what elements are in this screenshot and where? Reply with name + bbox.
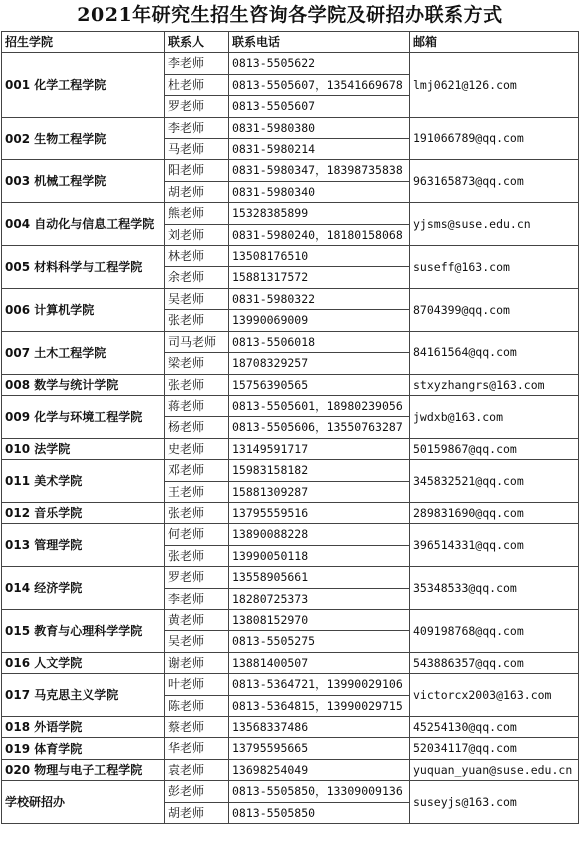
table-row bbox=[2, 652, 579, 673]
contact-person: 刘老师 bbox=[165, 224, 229, 245]
contact-person: 蔡老师 bbox=[165, 717, 229, 738]
college-email[interactable]: yjsms@suse.edu.cn bbox=[410, 203, 579, 246]
college-email[interactable]: 396514331@qq.com bbox=[410, 524, 579, 567]
college-name: 007 土木工程学院 bbox=[2, 331, 165, 374]
contact-phone: 0813-5364815，13990029715 bbox=[229, 695, 410, 716]
table-row bbox=[2, 460, 579, 481]
college-name: 001 化学工程学院 bbox=[2, 53, 165, 117]
college-email[interactable]: 191066789@qq.com bbox=[410, 117, 579, 160]
contact-person: 袁老师 bbox=[165, 759, 229, 780]
contact-person: 胡老师 bbox=[165, 802, 229, 823]
table-body bbox=[2, 53, 579, 824]
contact-phone: 13795595665 bbox=[229, 738, 410, 759]
contact-table bbox=[1, 31, 579, 824]
contact-phone: 15983158182 bbox=[229, 460, 410, 481]
contact-phone: 0813-5505606，13550763287 bbox=[229, 417, 410, 438]
college-name: 005 材料科学与工程学院 bbox=[2, 246, 165, 289]
table-row bbox=[2, 738, 579, 759]
table-row bbox=[2, 674, 579, 695]
contact-phone: 15756390565 bbox=[229, 374, 410, 395]
table-row bbox=[2, 203, 579, 224]
college-name: 002 生物工程学院 bbox=[2, 117, 165, 160]
college-name: 015 教育与心理科学学院 bbox=[2, 609, 165, 652]
table-row bbox=[2, 374, 579, 395]
college-name: 学校研招办 bbox=[2, 781, 165, 824]
college-name: 012 音乐学院 bbox=[2, 502, 165, 523]
contact-person: 叶老师 bbox=[165, 674, 229, 695]
table-row bbox=[2, 331, 579, 352]
college-email[interactable]: lmj0621@126.com bbox=[410, 53, 579, 117]
contact-phone: 0831-5980347，18398735838 bbox=[229, 160, 410, 181]
table-row bbox=[2, 502, 579, 523]
college-email[interactable]: 50159867@qq.com bbox=[410, 438, 579, 459]
contact-person: 罗老师 bbox=[165, 567, 229, 588]
contact-person: 陈老师 bbox=[165, 695, 229, 716]
contact-phone: 15881317572 bbox=[229, 267, 410, 288]
college-email[interactable]: suseyjs@163.com bbox=[410, 781, 579, 824]
contact-person: 熊老师 bbox=[165, 203, 229, 224]
contact-person: 王老师 bbox=[165, 481, 229, 502]
header-email: 邮箱 bbox=[410, 32, 579, 53]
contact-person: 林老师 bbox=[165, 246, 229, 267]
college-email[interactable]: stxyzhangrs@163.com bbox=[410, 374, 579, 395]
contact-phone: 0813-5505850，13309009136 bbox=[229, 781, 410, 802]
contact-person: 杨老师 bbox=[165, 417, 229, 438]
contact-person: 史老师 bbox=[165, 438, 229, 459]
table-row bbox=[2, 53, 579, 74]
contact-person: 华老师 bbox=[165, 738, 229, 759]
college-email[interactable]: jwdxb@163.com bbox=[410, 395, 579, 438]
contact-person: 彭老师 bbox=[165, 781, 229, 802]
contact-phone: 13149591717 bbox=[229, 438, 410, 459]
college-email[interactable]: 289831690@qq.com bbox=[410, 502, 579, 523]
contact-phone: 0813-5505275 bbox=[229, 631, 410, 652]
contact-person: 李老师 bbox=[165, 117, 229, 138]
college-name: 019 体育学院 bbox=[2, 738, 165, 759]
contact-phone: 13568337486 bbox=[229, 717, 410, 738]
header-contact: 联系人 bbox=[165, 32, 229, 53]
contact-phone: 13795559516 bbox=[229, 502, 410, 523]
contact-phone: 13698254049 bbox=[229, 759, 410, 780]
contact-person: 李老师 bbox=[165, 588, 229, 609]
contact-person: 吴老师 bbox=[165, 288, 229, 309]
contact-person: 吴老师 bbox=[165, 631, 229, 652]
contact-person: 张老师 bbox=[165, 310, 229, 331]
college-name: 004 自动化与信息工程学院 bbox=[2, 203, 165, 246]
contact-phone: 13990050118 bbox=[229, 545, 410, 566]
contact-phone: 13558905661 bbox=[229, 567, 410, 588]
contact-person: 何老师 bbox=[165, 524, 229, 545]
college-email[interactable]: yuquan_yuan@suse.edu.cn bbox=[410, 759, 579, 780]
table-row bbox=[2, 117, 579, 138]
contact-person: 胡老师 bbox=[165, 181, 229, 202]
college-name: 006 计算机学院 bbox=[2, 288, 165, 331]
contact-phone: 0813-5505607 bbox=[229, 96, 410, 117]
contact-person: 谢老师 bbox=[165, 652, 229, 673]
contact-phone: 0813-5505607，13541669678 bbox=[229, 74, 410, 95]
contact-phone: 15328385899 bbox=[229, 203, 410, 224]
contact-person: 罗老师 bbox=[165, 96, 229, 117]
contact-person: 邓老师 bbox=[165, 460, 229, 481]
table-row bbox=[2, 288, 579, 309]
contact-person: 张老师 bbox=[165, 502, 229, 523]
contact-phone: 0813-5505601，18980239056 bbox=[229, 395, 410, 416]
contact-person: 张老师 bbox=[165, 545, 229, 566]
page-title: 2021年研究生招生咨询各学院及研招办联系方式 bbox=[77, 4, 503, 26]
table-row bbox=[2, 567, 579, 588]
contact-person: 梁老师 bbox=[165, 353, 229, 374]
table-row bbox=[2, 781, 579, 802]
contact-phone: 0831-5980240，18180158068 bbox=[229, 224, 410, 245]
college-name: 011 美术学院 bbox=[2, 460, 165, 503]
contact-phone: 0813-5506018 bbox=[229, 331, 410, 352]
college-name: 008 数学与统计学院 bbox=[2, 374, 165, 395]
contact-person: 马老师 bbox=[165, 139, 229, 160]
table-row bbox=[2, 759, 579, 780]
table-row bbox=[2, 524, 579, 545]
contact-person: 阳老师 bbox=[165, 160, 229, 181]
header-college: 招生学院 bbox=[2, 32, 165, 53]
college-email[interactable]: 45254130@qq.com bbox=[410, 717, 579, 738]
header-phone: 联系电话 bbox=[229, 32, 410, 53]
table-row bbox=[2, 395, 579, 416]
table-row bbox=[2, 438, 579, 459]
contact-person: 李老师 bbox=[165, 53, 229, 74]
contact-phone: 13508176510 bbox=[229, 246, 410, 267]
contact-phone: 18708329257 bbox=[229, 353, 410, 374]
college-email[interactable]: 35348533@qq.com bbox=[410, 567, 579, 610]
contact-phone: 18280725373 bbox=[229, 588, 410, 609]
college-email[interactable]: 963165873@qq.com bbox=[410, 160, 579, 203]
college-email[interactable]: victorcx2003@163.com bbox=[410, 674, 579, 717]
college-email[interactable]: suseff@163.com bbox=[410, 246, 579, 289]
college-name: 003 机械工程学院 bbox=[2, 160, 165, 203]
contact-person: 余老师 bbox=[165, 267, 229, 288]
table-row bbox=[2, 246, 579, 267]
contact-phone: 0831-5980380 bbox=[229, 117, 410, 138]
college-name: 016 人文学院 bbox=[2, 652, 165, 673]
contact-phone: 13881400507 bbox=[229, 652, 410, 673]
contact-phone: 0813-5505622 bbox=[229, 53, 410, 74]
table-row bbox=[2, 609, 579, 630]
contact-phone: 0831-5980214 bbox=[229, 139, 410, 160]
contact-person: 张老师 bbox=[165, 374, 229, 395]
contact-phone: 0831-5980322 bbox=[229, 288, 410, 309]
college-email[interactable]: 8704399@qq.com bbox=[410, 288, 579, 331]
contact-phone: 0813-5505850 bbox=[229, 802, 410, 823]
college-name: 017 马克思主义学院 bbox=[2, 674, 165, 717]
college-name: 010 法学院 bbox=[2, 438, 165, 459]
college-name: 013 管理学院 bbox=[2, 524, 165, 567]
contact-person: 司马老师 bbox=[165, 331, 229, 352]
college-email[interactable]: 52034117@qq.com bbox=[410, 738, 579, 759]
table-header-row bbox=[2, 32, 579, 53]
table-row bbox=[2, 717, 579, 738]
college-name: 014 经济学院 bbox=[2, 567, 165, 610]
contact-phone: 0831-5980340 bbox=[229, 181, 410, 202]
contact-phone: 13990069009 bbox=[229, 310, 410, 331]
college-email[interactable]: 84161564@qq.com bbox=[410, 331, 579, 374]
college-email[interactable]: 409198768@qq.com bbox=[410, 609, 579, 652]
college-name: 018 外语学院 bbox=[2, 717, 165, 738]
contact-person: 黄老师 bbox=[165, 609, 229, 630]
contact-phone: 0813-5364721，13990029106 bbox=[229, 674, 410, 695]
college-email[interactable]: 345832521@qq.com bbox=[410, 460, 579, 503]
college-email[interactable]: 543886357@qq.com bbox=[410, 652, 579, 673]
table-row bbox=[2, 160, 579, 181]
contact-phone: 13890088228 bbox=[229, 524, 410, 545]
contact-phone: 15881309287 bbox=[229, 481, 410, 502]
contact-phone: 13808152970 bbox=[229, 609, 410, 630]
contact-person: 蒋老师 bbox=[165, 395, 229, 416]
contact-person: 杜老师 bbox=[165, 74, 229, 95]
college-name: 020 物理与电子工程学院 bbox=[2, 759, 165, 780]
college-name: 009 化学与环境工程学院 bbox=[2, 395, 165, 438]
